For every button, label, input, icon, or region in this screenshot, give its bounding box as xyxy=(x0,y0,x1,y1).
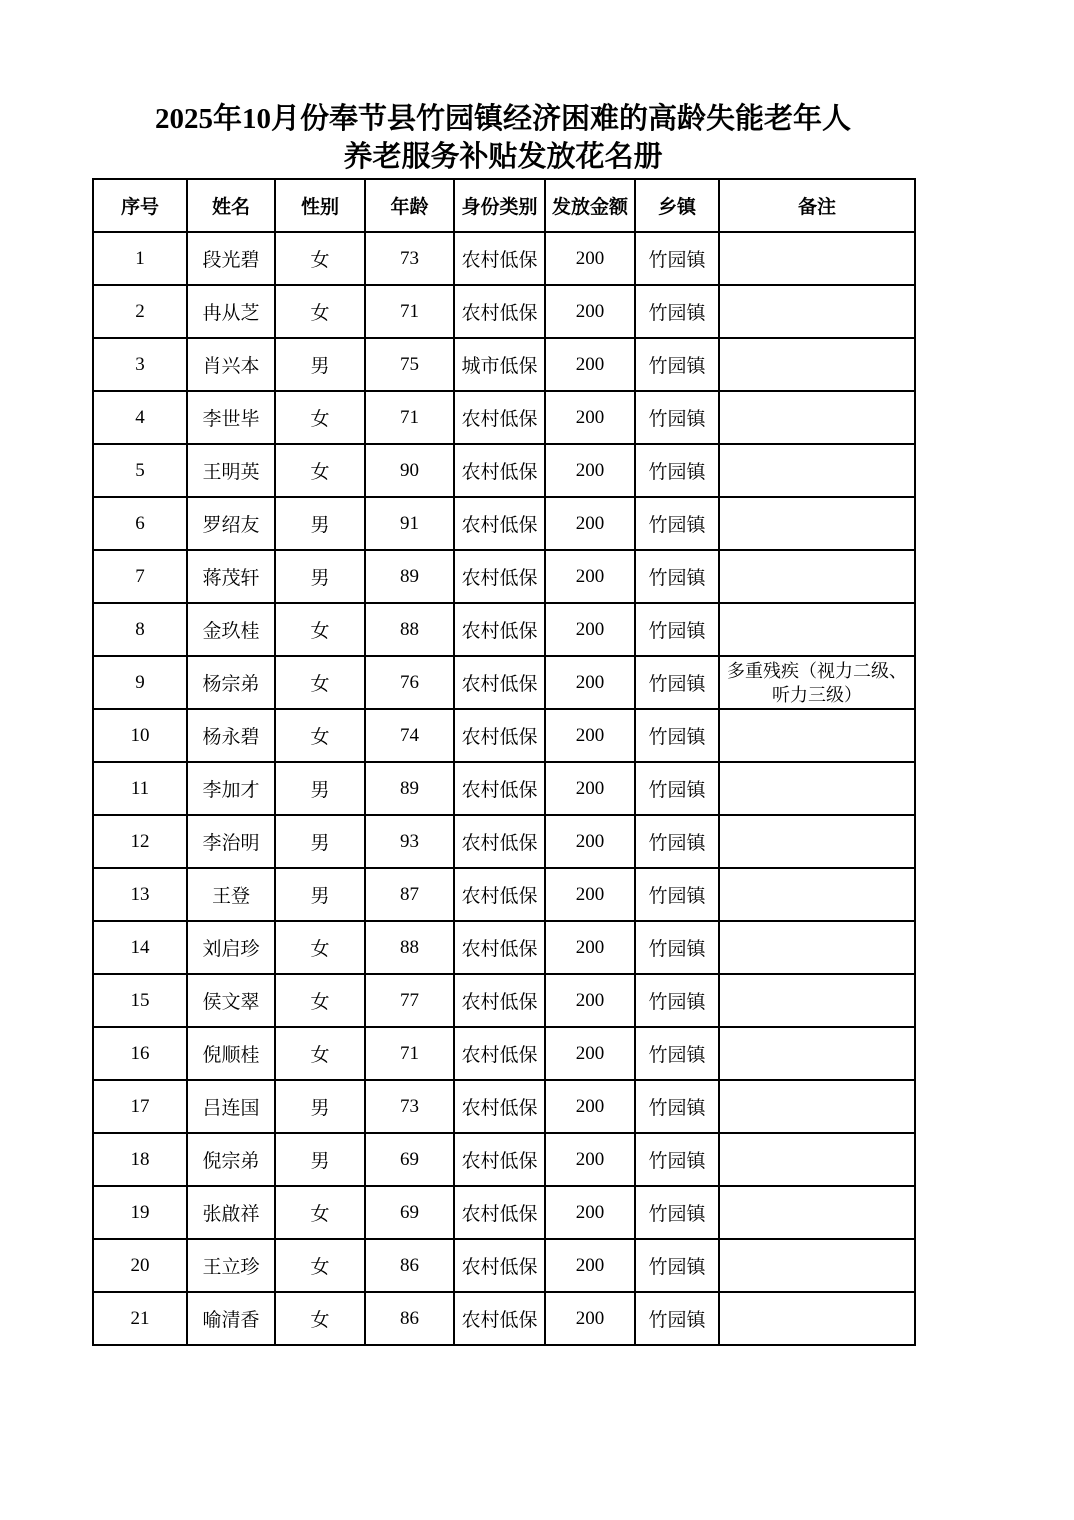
table-row xyxy=(93,1186,915,1239)
cell-category: 农村低保 xyxy=(454,815,545,868)
table-row xyxy=(93,921,915,974)
cell-index: 17 xyxy=(93,1080,187,1133)
cell-gender: 女 xyxy=(275,1292,365,1345)
cell-gender: 男 xyxy=(275,1080,365,1133)
table-row xyxy=(93,603,915,656)
cell-name: 喻清香 xyxy=(187,1292,275,1345)
cell-gender: 女 xyxy=(275,974,365,1027)
cell-gender: 女 xyxy=(275,285,365,338)
header-town: 乡镇 xyxy=(635,179,719,232)
cell-age: 69 xyxy=(365,1186,454,1239)
cell-category: 农村低保 xyxy=(454,497,545,550)
document-content xyxy=(92,0,914,1346)
cell-town: 竹园镇 xyxy=(635,762,719,815)
cell-index: 14 xyxy=(93,921,187,974)
cell-category: 农村低保 xyxy=(454,1292,545,1345)
cell-remark xyxy=(719,391,915,444)
table-row xyxy=(93,868,915,921)
cell-remark xyxy=(719,868,915,921)
table-row xyxy=(93,974,915,1027)
cell-category: 农村低保 xyxy=(454,550,545,603)
cell-amount: 200 xyxy=(545,1133,635,1186)
cell-name: 张啟祥 xyxy=(187,1186,275,1239)
cell-name: 李世毕 xyxy=(187,391,275,444)
cell-town: 竹园镇 xyxy=(635,1292,719,1345)
cell-amount: 200 xyxy=(545,497,635,550)
cell-age: 89 xyxy=(365,550,454,603)
cell-gender: 女 xyxy=(275,603,365,656)
header-remark: 备注 xyxy=(719,179,915,232)
cell-index: 1 xyxy=(93,232,187,285)
cell-gender: 女 xyxy=(275,1239,365,1292)
cell-name: 李治明 xyxy=(187,815,275,868)
cell-amount: 200 xyxy=(545,444,635,497)
cell-town: 竹园镇 xyxy=(635,1080,719,1133)
cell-age: 88 xyxy=(365,603,454,656)
cell-index: 6 xyxy=(93,497,187,550)
cell-town: 竹园镇 xyxy=(635,285,719,338)
cell-amount: 200 xyxy=(545,550,635,603)
cell-category: 农村低保 xyxy=(454,974,545,1027)
cell-gender: 女 xyxy=(275,656,365,709)
cell-index: 3 xyxy=(93,338,187,391)
cell-town: 竹园镇 xyxy=(635,815,719,868)
cell-remark xyxy=(719,1027,915,1080)
cell-name: 杨宗弟 xyxy=(187,656,275,709)
cell-category: 农村低保 xyxy=(454,1239,545,1292)
cell-index: 11 xyxy=(93,762,187,815)
cell-category: 农村低保 xyxy=(454,709,545,762)
cell-name: 段光碧 xyxy=(187,232,275,285)
table-row xyxy=(93,497,915,550)
cell-town: 竹园镇 xyxy=(635,921,719,974)
cell-name: 蒋茂轩 xyxy=(187,550,275,603)
cell-age: 91 xyxy=(365,497,454,550)
cell-name: 王登 xyxy=(187,868,275,921)
roster-table xyxy=(92,178,916,1346)
cell-amount: 200 xyxy=(545,285,635,338)
cell-index: 7 xyxy=(93,550,187,603)
cell-name: 刘启珍 xyxy=(187,921,275,974)
cell-category: 农村低保 xyxy=(454,603,545,656)
cell-category: 农村低保 xyxy=(454,444,545,497)
table-row xyxy=(93,815,915,868)
cell-remark xyxy=(719,815,915,868)
cell-remark xyxy=(719,444,915,497)
page-title-line-2: 养老服务补贴发放花名册 xyxy=(343,141,663,173)
cell-amount: 200 xyxy=(545,1186,635,1239)
cell-gender: 男 xyxy=(275,868,365,921)
cell-name: 王立珍 xyxy=(187,1239,275,1292)
cell-name: 倪宗弟 xyxy=(187,1133,275,1186)
cell-amount: 200 xyxy=(545,921,635,974)
cell-name: 肖兴本 xyxy=(187,338,275,391)
table-row xyxy=(93,338,915,391)
cell-town: 竹园镇 xyxy=(635,1186,719,1239)
cell-remark xyxy=(719,232,915,285)
cell-age: 86 xyxy=(365,1292,454,1345)
cell-category: 农村低保 xyxy=(454,1133,545,1186)
cell-age: 71 xyxy=(365,391,454,444)
header-name: 姓名 xyxy=(187,179,275,232)
cell-category: 农村低保 xyxy=(454,1027,545,1080)
header-age: 年龄 xyxy=(365,179,454,232)
cell-index: 15 xyxy=(93,974,187,1027)
cell-age: 86 xyxy=(365,1239,454,1292)
cell-age: 77 xyxy=(365,974,454,1027)
cell-town: 竹园镇 xyxy=(635,550,719,603)
cell-remark xyxy=(719,497,915,550)
cell-category: 农村低保 xyxy=(454,921,545,974)
cell-age: 75 xyxy=(365,338,454,391)
table-row xyxy=(93,391,915,444)
cell-age: 76 xyxy=(365,656,454,709)
page-title-line-1: 2025年10月份奉节县竹园镇经济困难的高龄失能老年人 xyxy=(154,103,851,135)
cell-town: 竹园镇 xyxy=(635,232,719,285)
cell-age: 90 xyxy=(365,444,454,497)
table-row xyxy=(93,762,915,815)
cell-gender: 女 xyxy=(275,444,365,497)
cell-amount: 200 xyxy=(545,232,635,285)
cell-age: 88 xyxy=(365,921,454,974)
cell-gender: 男 xyxy=(275,338,365,391)
cell-gender: 男 xyxy=(275,550,365,603)
cell-age: 73 xyxy=(365,1080,454,1133)
cell-remark xyxy=(719,1133,915,1186)
cell-index: 2 xyxy=(93,285,187,338)
cell-age: 87 xyxy=(365,868,454,921)
cell-town: 竹园镇 xyxy=(635,1133,719,1186)
cell-age: 74 xyxy=(365,709,454,762)
cell-amount: 200 xyxy=(545,1080,635,1133)
cell-name: 罗绍友 xyxy=(187,497,275,550)
cell-name: 杨永碧 xyxy=(187,709,275,762)
cell-name: 倪顺桂 xyxy=(187,1027,275,1080)
table-row xyxy=(93,1027,915,1080)
table-row xyxy=(93,1239,915,1292)
cell-remark xyxy=(719,1186,915,1239)
cell-town: 竹园镇 xyxy=(635,1239,719,1292)
cell-index: 5 xyxy=(93,444,187,497)
cell-index: 18 xyxy=(93,1133,187,1186)
cell-name: 侯文翠 xyxy=(187,974,275,1027)
cell-amount: 200 xyxy=(545,338,635,391)
table-row xyxy=(93,550,915,603)
header-index: 序号 xyxy=(93,179,187,232)
cell-index: 10 xyxy=(93,709,187,762)
cell-amount: 200 xyxy=(545,868,635,921)
header-row xyxy=(93,179,915,232)
cell-town: 竹园镇 xyxy=(635,603,719,656)
cell-amount: 200 xyxy=(545,709,635,762)
cell-remark xyxy=(719,285,915,338)
cell-town: 竹园镇 xyxy=(635,868,719,921)
cell-index: 20 xyxy=(93,1239,187,1292)
cell-gender: 女 xyxy=(275,921,365,974)
cell-remark xyxy=(719,1292,915,1345)
cell-remark xyxy=(719,603,915,656)
cell-remark xyxy=(719,709,915,762)
cell-category: 农村低保 xyxy=(454,656,545,709)
cell-amount: 200 xyxy=(545,391,635,444)
table-row xyxy=(93,444,915,497)
cell-category: 城市低保 xyxy=(454,338,545,391)
cell-amount: 200 xyxy=(545,603,635,656)
cell-name: 王明英 xyxy=(187,444,275,497)
cell-gender: 女 xyxy=(275,232,365,285)
cell-age: 73 xyxy=(365,232,454,285)
cell-gender: 女 xyxy=(275,709,365,762)
cell-remark xyxy=(719,921,915,974)
cell-category: 农村低保 xyxy=(454,1186,545,1239)
cell-remark xyxy=(719,338,915,391)
cell-index: 19 xyxy=(93,1186,187,1239)
cell-town: 竹园镇 xyxy=(635,444,719,497)
cell-gender: 男 xyxy=(275,1133,365,1186)
cell-town: 竹园镇 xyxy=(635,338,719,391)
cell-gender: 男 xyxy=(275,762,365,815)
cell-amount: 200 xyxy=(545,974,635,1027)
cell-index: 8 xyxy=(93,603,187,656)
cell-town: 竹园镇 xyxy=(635,974,719,1027)
cell-index: 9 xyxy=(93,656,187,709)
cell-index: 21 xyxy=(93,1292,187,1345)
cell-name: 吕连国 xyxy=(187,1080,275,1133)
header-amount: 发放金额 xyxy=(545,179,635,232)
cell-gender: 女 xyxy=(275,1186,365,1239)
cell-town: 竹园镇 xyxy=(635,497,719,550)
cell-index: 16 xyxy=(93,1027,187,1080)
cell-index: 13 xyxy=(93,868,187,921)
cell-amount: 200 xyxy=(545,1027,635,1080)
cell-name: 冉从芝 xyxy=(187,285,275,338)
cell-town: 竹园镇 xyxy=(635,1027,719,1080)
cell-name: 李加才 xyxy=(187,762,275,815)
cell-amount: 200 xyxy=(545,656,635,709)
page-title xyxy=(92,100,914,176)
cell-category: 农村低保 xyxy=(454,232,545,285)
cell-age: 71 xyxy=(365,1027,454,1080)
table-row xyxy=(93,232,915,285)
cell-remark: 多重残疾（视力二级、听力三级） xyxy=(719,656,915,709)
cell-town: 竹园镇 xyxy=(635,656,719,709)
cell-remark xyxy=(719,550,915,603)
cell-category: 农村低保 xyxy=(454,1080,545,1133)
table-row xyxy=(93,656,915,709)
header-category: 身份类别 xyxy=(454,179,545,232)
cell-town: 竹园镇 xyxy=(635,391,719,444)
cell-gender: 男 xyxy=(275,497,365,550)
cell-gender: 女 xyxy=(275,391,365,444)
cell-remark xyxy=(719,762,915,815)
cell-index: 4 xyxy=(93,391,187,444)
cell-index: 12 xyxy=(93,815,187,868)
cell-town: 竹园镇 xyxy=(635,709,719,762)
cell-category: 农村低保 xyxy=(454,762,545,815)
cell-remark xyxy=(719,1239,915,1292)
cell-age: 71 xyxy=(365,285,454,338)
cell-remark xyxy=(719,974,915,1027)
cell-age: 89 xyxy=(365,762,454,815)
table-row xyxy=(93,285,915,338)
cell-age: 69 xyxy=(365,1133,454,1186)
cell-category: 农村低保 xyxy=(454,868,545,921)
table-body xyxy=(93,232,915,1345)
cell-age: 93 xyxy=(365,815,454,868)
cell-amount: 200 xyxy=(545,815,635,868)
table-row xyxy=(93,1292,915,1345)
cell-name: 金玖桂 xyxy=(187,603,275,656)
cell-category: 农村低保 xyxy=(454,285,545,338)
cell-amount: 200 xyxy=(545,1239,635,1292)
cell-amount: 200 xyxy=(545,762,635,815)
header-gender: 性别 xyxy=(275,179,365,232)
cell-gender: 女 xyxy=(275,1027,365,1080)
table-row xyxy=(93,709,915,762)
table-row xyxy=(93,1080,915,1133)
cell-amount: 200 xyxy=(545,1292,635,1345)
cell-gender: 男 xyxy=(275,815,365,868)
table-row xyxy=(93,1133,915,1186)
cell-category: 农村低保 xyxy=(454,391,545,444)
cell-remark xyxy=(719,1080,915,1133)
